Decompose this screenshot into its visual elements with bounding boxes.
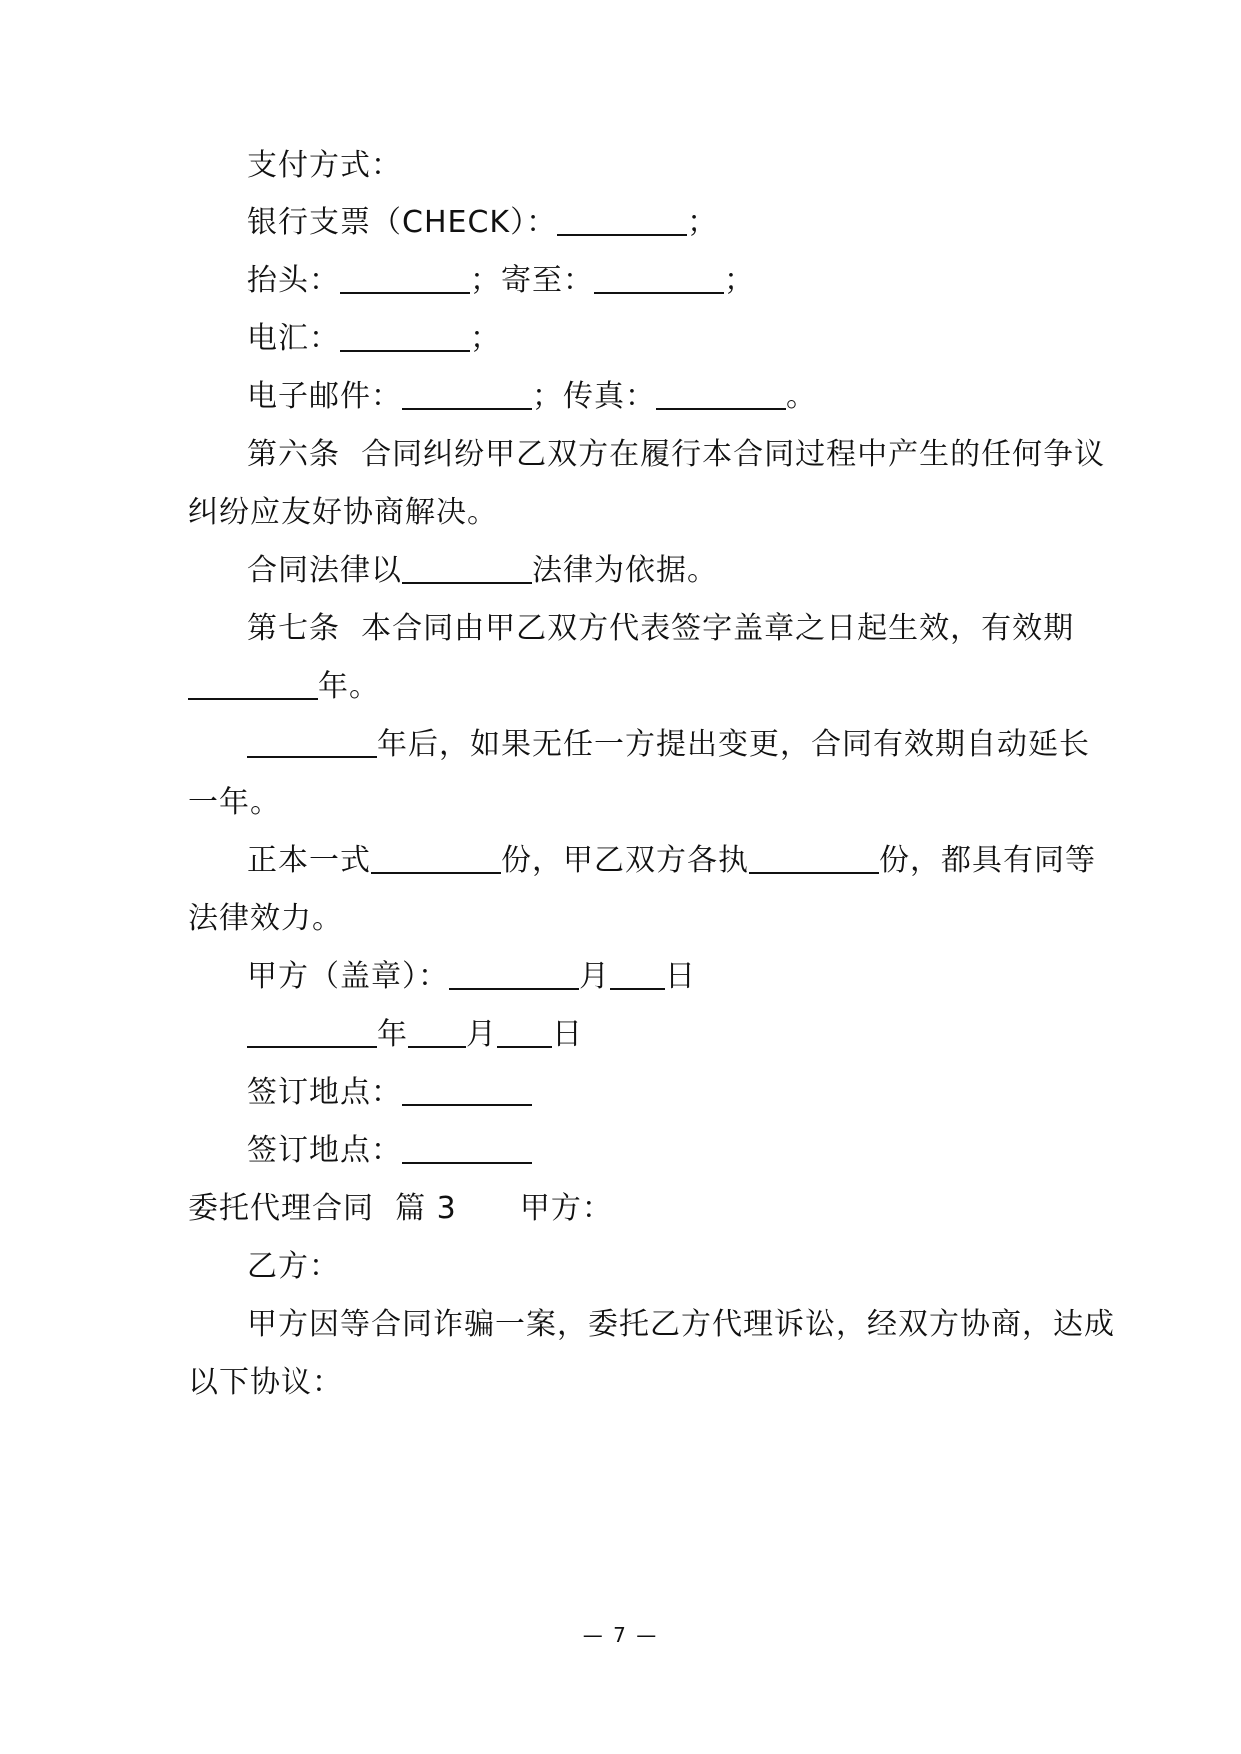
fill-blank — [402, 1134, 532, 1164]
copies-line-1: 正本一式 份，甲乙双方各执 份，都具有同等 — [247, 843, 1096, 878]
fill-blank — [497, 1018, 552, 1048]
fill-blank — [449, 960, 579, 990]
bank-check-line: 银行支票（CHECK）： ； — [247, 205, 719, 240]
copies-line-2: 法律效力。 — [188, 901, 343, 936]
contract-3-heading: 委托代理合同 篇 3 甲方： — [188, 1191, 613, 1226]
signing-place-line-1: 签订地点： — [247, 1073, 532, 1113]
auto-extend-line-2: 一年。 — [188, 785, 281, 820]
agreement-intro-line-2: 以下协议： — [188, 1365, 343, 1400]
payee-address-line: 抬头： ；寄至： ； — [247, 263, 755, 298]
fill-blank — [247, 1018, 377, 1048]
party-b-line: 乙方： — [247, 1249, 340, 1284]
date-line: 年 月 日 — [247, 1015, 583, 1055]
governing-law-line: 合同法律以 法律为依据。 — [247, 553, 718, 588]
fill-blank — [594, 264, 724, 294]
fill-blank — [402, 554, 532, 584]
article-seven-line-1: 第七条 本合同由甲乙双方代表签字盖章之日起生效，有效期 — [247, 611, 1075, 646]
agreement-intro-line-1: 甲方因等合同诈骗一案，委托乙方代理诉讼，经双方协商，达成 — [247, 1307, 1115, 1342]
article-six-line-2: 纠纷应友好协商解决。 — [188, 495, 498, 530]
fill-blank — [188, 670, 318, 700]
page-number: — 7 — — [582, 1623, 659, 1647]
fill-blank — [402, 1076, 532, 1106]
fill-blank — [371, 844, 501, 874]
article-seven-line-2: 年。 — [188, 667, 380, 707]
fill-blank — [610, 960, 665, 990]
fill-blank — [408, 1018, 466, 1048]
wire-transfer-line: 电汇： ； — [247, 321, 501, 356]
payment-method-heading: 支付方式： — [247, 148, 402, 183]
party-a-seal-line: 甲方（盖章）： 月 日 — [247, 959, 696, 994]
fill-blank — [402, 380, 532, 410]
fill-blank — [340, 264, 470, 294]
auto-extend-line-1: 年后，如果无任一方提出变更，合同有效期自动延长 — [247, 725, 1090, 765]
fill-blank — [247, 728, 377, 758]
fill-blank — [749, 844, 879, 874]
email-fax-line: 电子邮件： ；传真： 。 — [247, 379, 817, 414]
fill-blank — [656, 380, 786, 410]
signing-place-line-2: 签订地点： — [247, 1131, 532, 1171]
fill-blank — [340, 322, 470, 352]
article-six-line-1: 第六条 合同纠纷甲乙双方在履行本合同过程中产生的任何争议 — [247, 437, 1106, 472]
fill-blank — [557, 206, 687, 236]
